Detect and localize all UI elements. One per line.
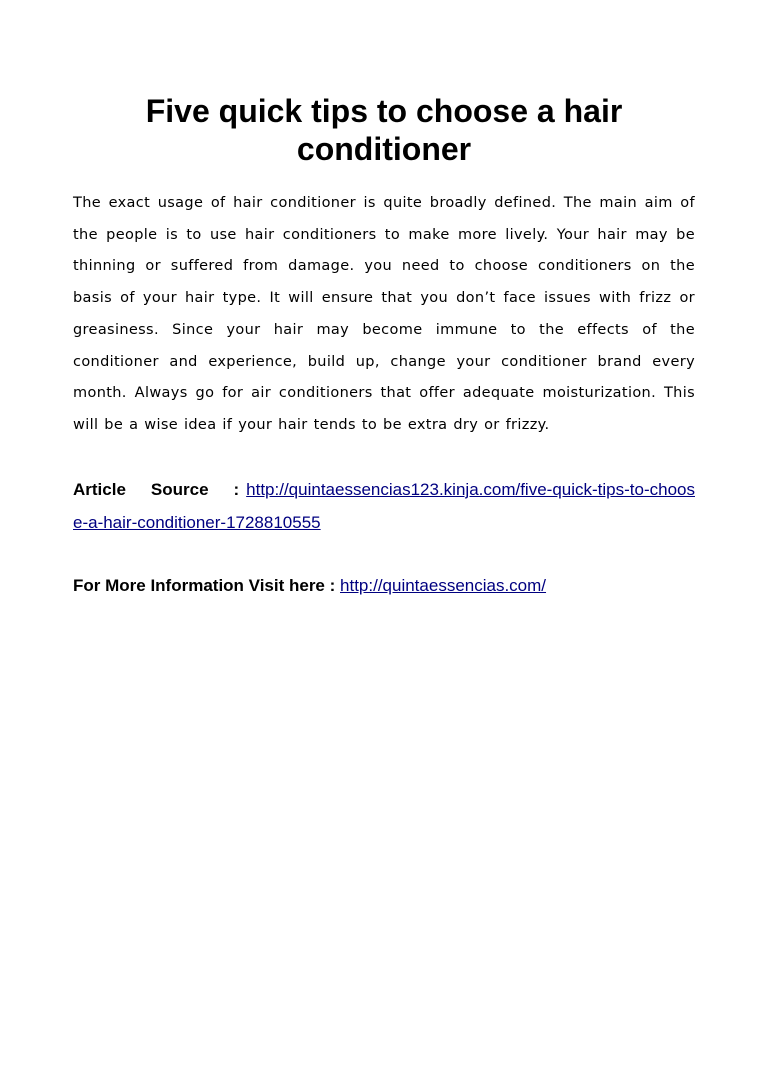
article-source-link[interactable]: http://quintaessencias123.kinja.com/five-quick-tips-to-choose-a-hair-conditioner-1728810555 xyxy=(73,480,695,532)
article-source-label: Article Source : xyxy=(73,480,240,499)
document-title: Five quick tips to choose a hair conditioner xyxy=(145,93,623,167)
more-information xyxy=(73,569,695,602)
more-information-link[interactable]: http://quintaessencias.com/ xyxy=(340,576,547,595)
article-source xyxy=(73,473,695,539)
more-information-label: For More Information Visit here : xyxy=(73,576,336,595)
body-paragraph: The exact usage of hair conditioner is quite broadly defined. The main aim of the people is to use hair conditioners to make more lively. Your hair may be thinning or suffered from damage. you need to choose conditioners on the basis of your hair type. It will ensure that you don’t face issues with frizz or greasiness. Since your hair may become immune to the effects of the conditioner and experience, build up, change your conditioner brand every month. Always go for air conditioners that offer adequate moisturization. This will be a wise idea if your hair tends to be extra dry or frizzy. xyxy=(73,195,695,433)
